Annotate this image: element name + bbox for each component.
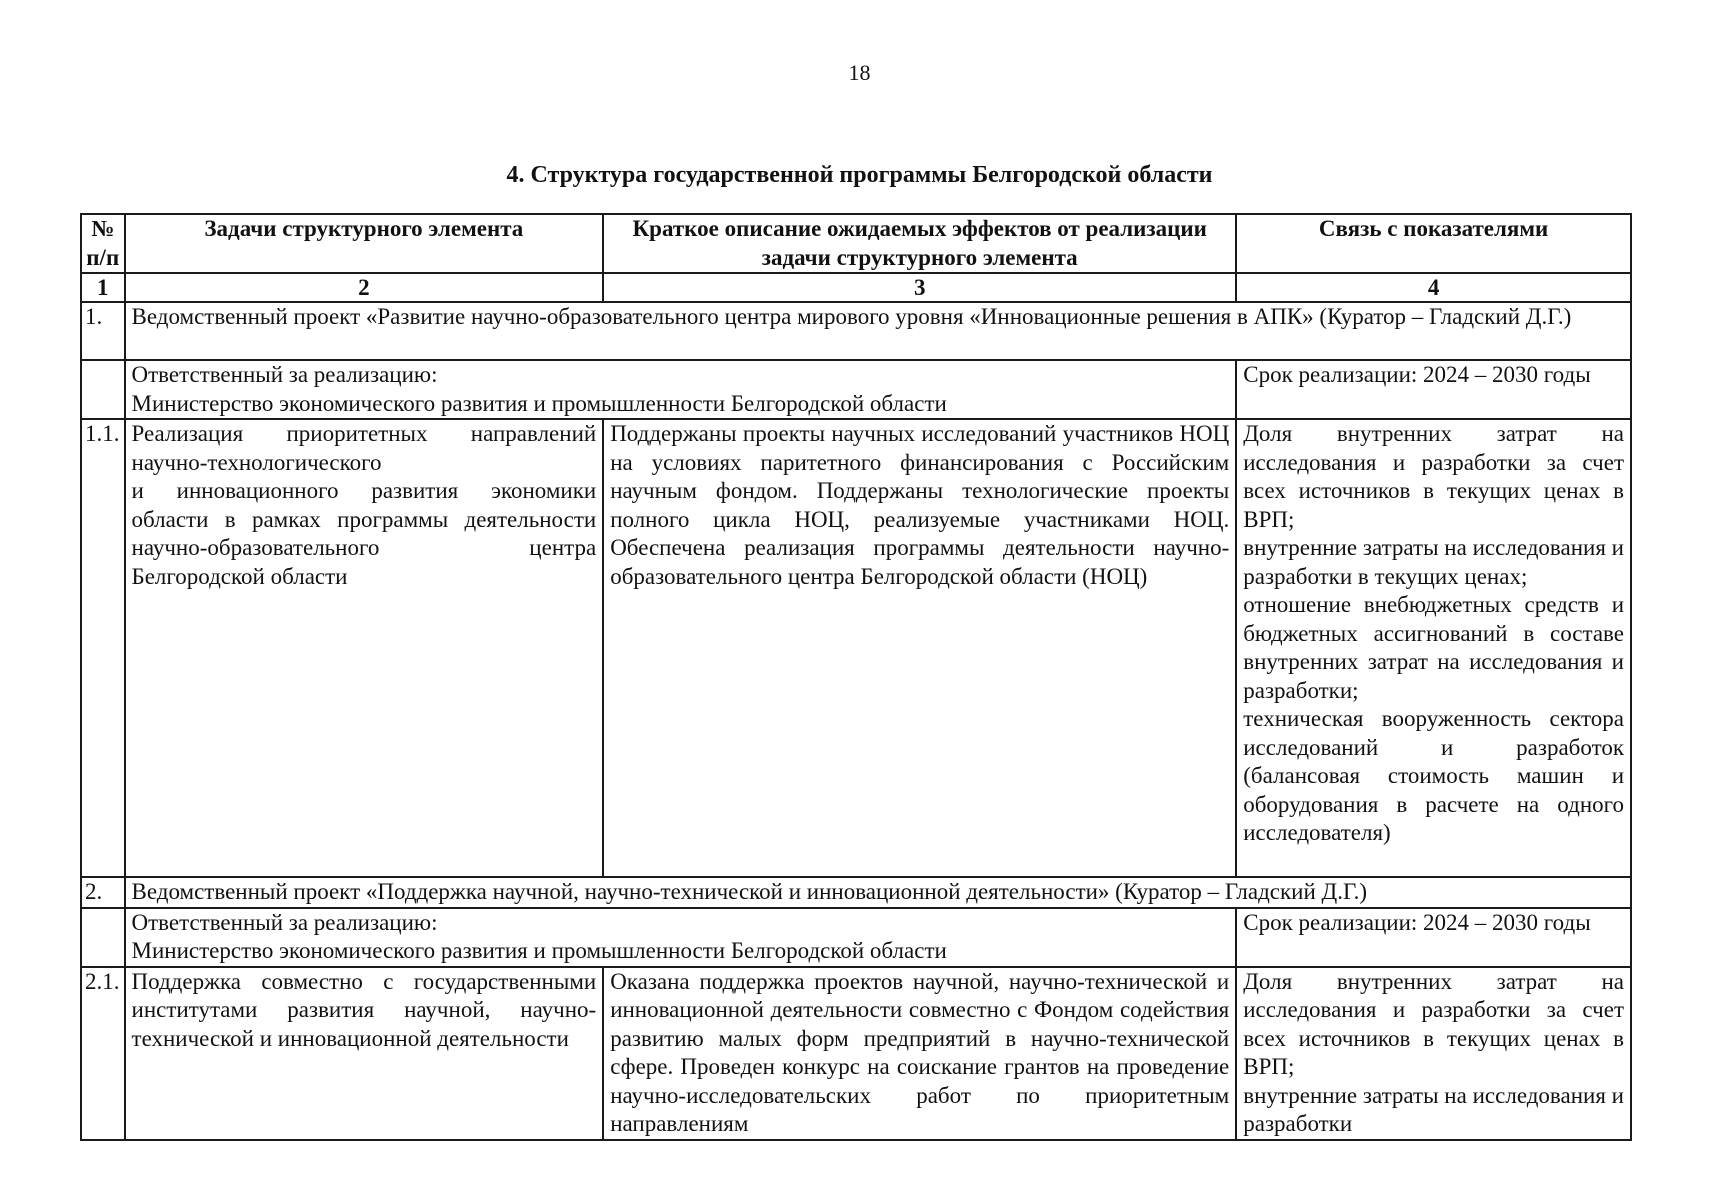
task-num: 2.1. — [81, 967, 125, 1140]
page-number: 18 — [848, 60, 871, 85]
task-line: и инновационного развития экономики — [131, 478, 597, 503]
term-cell: Срок реализации: 2024 – 2030 годы — [1236, 360, 1631, 419]
term-cell: Срок реализации: 2024 – 2030 годы — [1236, 908, 1631, 967]
responsible-org: Министерство экономического развития и промышленности Белгородской области — [131, 390, 947, 416]
column-index: 3 — [603, 273, 1236, 302]
task-line: Белгородской области — [131, 563, 348, 589]
task-line: научно-технологического — [131, 449, 382, 475]
table-header-row — [81, 214, 1631, 273]
indicator: внутренние затраты на исследования и разработки — [1243, 1082, 1624, 1136]
responsible-label: Ответственный за реализацию: — [131, 362, 438, 387]
task-row — [81, 419, 1631, 877]
task-cell: Поддержка совместно с государственными институтами развития научной, научно-технической и инновационной деятельности — [125, 967, 604, 1140]
task-line: области в рамках программы деятельности — [131, 506, 597, 532]
responsible-row — [81, 908, 1631, 967]
project-row — [81, 302, 1631, 360]
column-index: 1 — [81, 273, 125, 302]
empty-cell — [81, 360, 125, 419]
effects-cell: Оказана поддержка проектов научной, научно-технической и инновационной деятельности совместно с Фондом содействия развитию малых форм предприятий в научно-технической сфере. Проведен конкурс на соискание грантов на проведение научно-исследовательских работ по приоритетным направлениям — [603, 967, 1236, 1140]
responsible-label: Ответственный за реализацию: — [131, 909, 438, 935]
header-link: Связь с показателями — [1236, 214, 1631, 273]
project-title: Ведомственный проект «Поддержка научной, научно-технической и инновационной деятельности» (Куратор – Гладский Д.Г.) — [125, 877, 1631, 908]
task-cell — [125, 419, 604, 877]
column-index: 2 — [125, 273, 604, 302]
task-line: Реализация приоритетных направлений — [131, 421, 597, 446]
indicator: Доля внутренних затрат на исследования и разработки за счет всех источников в текущих ценах в ВРП; — [1243, 968, 1624, 1079]
effects-cell: Поддержаны проекты научных исследований участников НОЦ на условиях паритетного финансирования с Российским научным фондом. Поддержаны технологические проекты полного цикла НОЦ, реализуемые участниками НОЦ. Обеспечена реализация программы деятельности научно-образовательного центра Белгородской области (НОЦ) — [603, 419, 1236, 877]
header-num: № п/п — [81, 214, 125, 273]
task-num: 1.1. — [81, 419, 125, 877]
column-index-row — [81, 273, 1631, 302]
header-task: Задачи структурного элемента — [125, 214, 604, 273]
indicator: Доля внутренних затрат на исследования и разработки за счет всех источников в текущих ценах в ВРП; — [1243, 421, 1624, 532]
responsible-cell — [125, 360, 1237, 419]
task-line: научно-образовательного центра — [131, 535, 597, 560]
empty-cell — [81, 908, 125, 967]
header-desc: Краткое описание ожидаемых эффектов от реализации задачи структурного элемента — [603, 214, 1236, 273]
responsible-org: Министерство экономического развития и промышленности Белгородской области — [131, 938, 947, 963]
document-title: 4. Структура государственной программы Белгородской области — [506, 162, 1213, 188]
project-num: 1. — [81, 302, 125, 360]
project-num: 2. — [81, 877, 125, 908]
indicator: внутренние затраты на исследования и разработки в текущих ценах; — [1243, 535, 1624, 589]
responsible-row — [81, 360, 1631, 419]
task-row — [81, 967, 1631, 1140]
indicators-cell — [1236, 967, 1631, 1140]
project-row — [81, 877, 1631, 908]
indicator: отношение внебюджетных средств и бюджетных ассигнований в составе внутренних затрат на исследования и разработки; — [1243, 592, 1624, 703]
responsible-cell — [125, 908, 1237, 967]
structure-table — [80, 213, 1632, 1141]
indicators-cell — [1236, 419, 1631, 877]
indicator: техническая вооруженность сектора исследований и разработок (балансовая стоимость машин и оборудования в расчете на одного исследователя) — [1243, 706, 1624, 845]
column-index: 4 — [1236, 273, 1631, 302]
project-title: Ведомственный проект «Развитие научно-образовательного центра мирового уровня «Инновационные решения в АПК» (Куратор – Гладский Д.Г.) — [125, 302, 1631, 360]
